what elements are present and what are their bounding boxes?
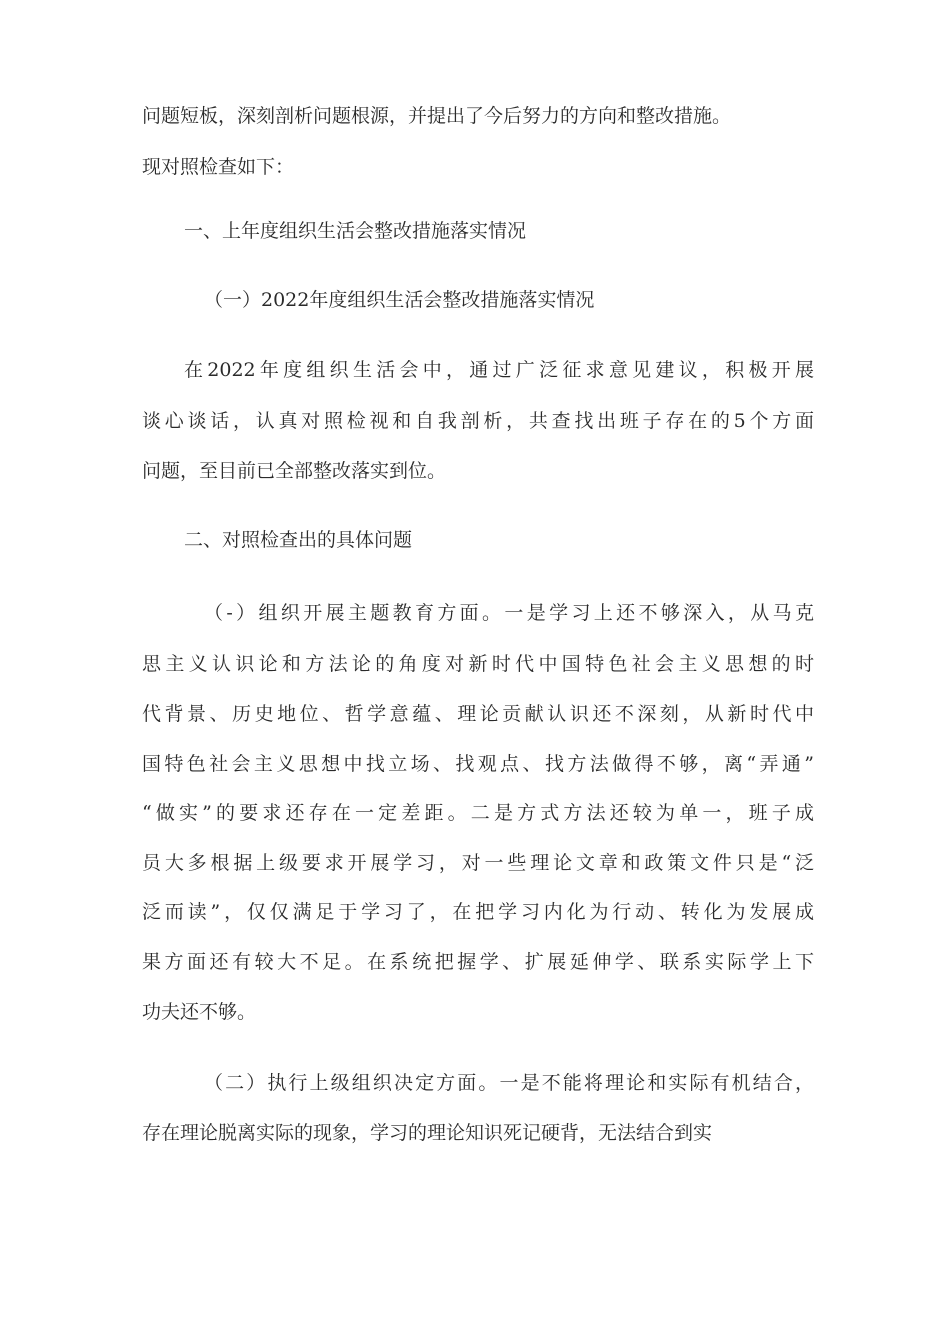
paragraph-line: （-）组织开展主题教育方面。一是学习上还不够深入，从马克 — [204, 602, 814, 624]
paragraph-line: 员大多根据上级要求开展学习，对一些理论文章和政策文件只是“泛 — [142, 852, 814, 874]
paragraph-line: 功夫还不够。 — [142, 1001, 257, 1023]
section-heading: 二、对照检查出的具体问题 — [184, 529, 413, 551]
paragraph-line: “做实”的要求还存在一定差距。二是方式方法还较为单一，班子成 — [142, 802, 814, 824]
paragraph-line: 存在理论脱离实际的现象，学习的理论知识死记硬背，无法结合到实 — [142, 1122, 713, 1144]
paragraph-line: 果方面还有较大不足。在系统把握学、扩展延伸学、联系实际学上下 — [142, 951, 814, 973]
paragraph-line: 谈心谈话，认真对照检视和自我剖析，共查找出班子存在的5个方面 — [142, 410, 814, 432]
paragraph-line: 代背景、历史地位、哲学意蕴、理论贡献认识还不深刻，从新时代中 — [142, 703, 814, 725]
subsection-heading: （一）2022年度组织生活会整改措施落实情况 — [204, 289, 595, 311]
paragraph-line: 泛而读”，仅仅满足于学习了，在把学习内化为行动、转化为发展成 — [142, 901, 814, 923]
paragraph-line: 现对照检查如下： — [142, 156, 295, 178]
paragraph-line: （二）执行上级组织决定方面。一是不能将理论和实际有机结合， — [204, 1072, 814, 1094]
paragraph-line: 国特色社会主义思想中找立场、找观点、找方法做得不够，离“弄通” — [142, 753, 814, 775]
paragraph-line: 问题短板，深刻剖析问题根源，并提出了今后努力的方向和整改措施。 — [142, 105, 732, 127]
paragraph-line: 问题，至目前已全部整改落实到位。 — [142, 460, 447, 482]
section-heading: 一、上年度组织生活会整改措施落实情况 — [184, 220, 527, 242]
paragraph-line: 思主义认识论和方法论的角度对新时代中国特色社会主义思想的时 — [142, 653, 814, 675]
paragraph-line: 在2022年度组织生活会中，通过广泛征求意见建议，积极开展 — [184, 359, 814, 381]
